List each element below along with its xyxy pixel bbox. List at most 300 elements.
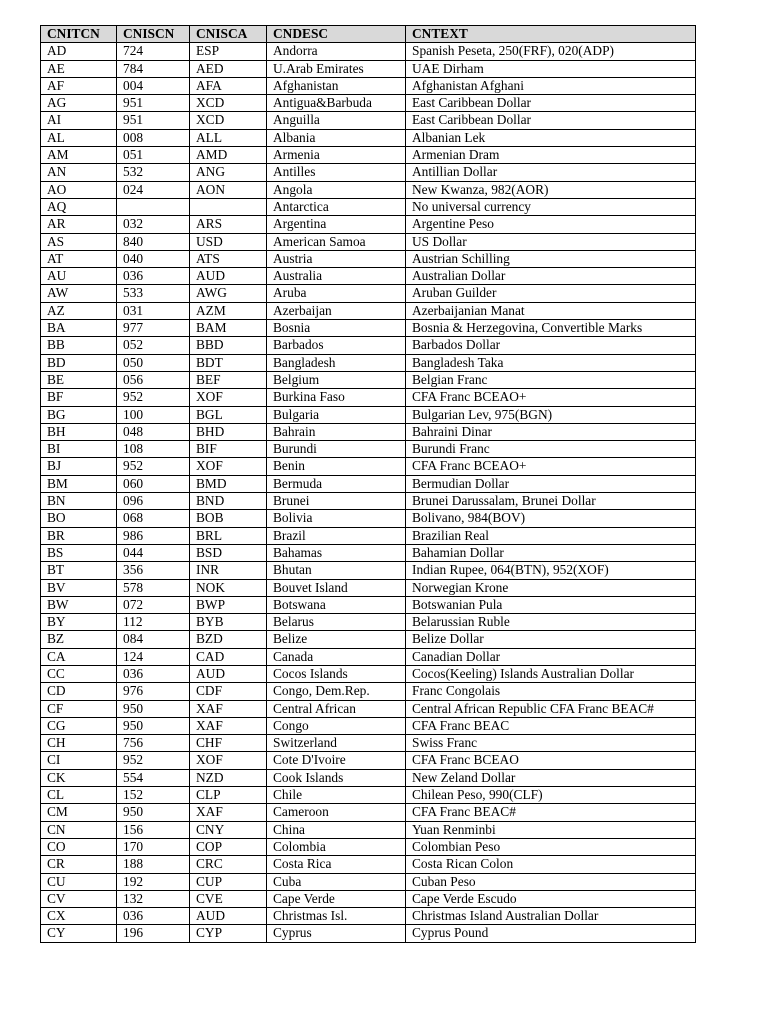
cell-cnisca: USD bbox=[190, 233, 267, 250]
cell-cniscn: 096 bbox=[117, 493, 190, 510]
cell-cndesc: Cyprus bbox=[267, 925, 406, 942]
cell-cntext: Azerbaijanian Manat bbox=[406, 302, 696, 319]
cell-cntext: Belize Dollar bbox=[406, 631, 696, 648]
cell-cnitcn: BZ bbox=[41, 631, 117, 648]
cell-cnitcn: BF bbox=[41, 389, 117, 406]
cell-cnitcn: BT bbox=[41, 562, 117, 579]
cell-cndesc: Andorra bbox=[267, 43, 406, 60]
table-row bbox=[41, 475, 696, 492]
cell-cniscn: 068 bbox=[117, 510, 190, 527]
cell-cniscn: 951 bbox=[117, 112, 190, 129]
table-row bbox=[41, 389, 696, 406]
cell-cnisca: CUP bbox=[190, 873, 267, 890]
cell-cnisca: BDT bbox=[190, 354, 267, 371]
cell-cndesc: Barbados bbox=[267, 337, 406, 354]
cell-cntext: Antillian Dollar bbox=[406, 164, 696, 181]
cell-cnisca: ESP bbox=[190, 43, 267, 60]
cell-cnisca: CDF bbox=[190, 683, 267, 700]
cell-cnisca: XCD bbox=[190, 112, 267, 129]
table-row bbox=[41, 890, 696, 907]
cell-cnitcn: BS bbox=[41, 544, 117, 561]
cell-cnisca: XOF bbox=[190, 752, 267, 769]
cell-cniscn: 031 bbox=[117, 302, 190, 319]
cell-cntext: Barbados Dollar bbox=[406, 337, 696, 354]
cell-cntext: Australian Dollar bbox=[406, 268, 696, 285]
cell-cniscn: 950 bbox=[117, 700, 190, 717]
cell-cntext: Cyprus Pound bbox=[406, 925, 696, 942]
cell-cnisca: ANG bbox=[190, 164, 267, 181]
table-row bbox=[41, 406, 696, 423]
cell-cndesc: Bolivia bbox=[267, 510, 406, 527]
cell-cntext: Bolivano, 984(BOV) bbox=[406, 510, 696, 527]
cell-cnisca: XAF bbox=[190, 717, 267, 734]
table-row bbox=[41, 216, 696, 233]
cell-cndesc: Bahrain bbox=[267, 423, 406, 440]
cell-cnitcn: AI bbox=[41, 112, 117, 129]
cell-cntext: Canadian Dollar bbox=[406, 648, 696, 665]
cell-cntext: Bulgarian Lev, 975(BGN) bbox=[406, 406, 696, 423]
cell-cniscn: 840 bbox=[117, 233, 190, 250]
cell-cnisca: AUD bbox=[190, 908, 267, 925]
cell-cntext: Afghanistan Afghani bbox=[406, 77, 696, 94]
table-row bbox=[41, 527, 696, 544]
cell-cnisca: AON bbox=[190, 181, 267, 198]
cell-cndesc: Argentina bbox=[267, 216, 406, 233]
cell-cniscn: 052 bbox=[117, 337, 190, 354]
cell-cntext: Armenian Dram bbox=[406, 147, 696, 164]
cell-cntext: Chilean Peso, 990(CLF) bbox=[406, 787, 696, 804]
table-row bbox=[41, 579, 696, 596]
cell-cndesc: Afghanistan bbox=[267, 77, 406, 94]
cell-cnisca: BAM bbox=[190, 320, 267, 337]
table-row bbox=[41, 925, 696, 942]
cell-cnitcn: BR bbox=[41, 527, 117, 544]
cell-cntext: Botswanian Pula bbox=[406, 596, 696, 613]
table-row bbox=[41, 337, 696, 354]
cell-cntext: Franc Congolais bbox=[406, 683, 696, 700]
table-row bbox=[41, 458, 696, 475]
cell-cnitcn: BH bbox=[41, 423, 117, 440]
cell-cniscn: 724 bbox=[117, 43, 190, 60]
currency-code-table bbox=[40, 25, 696, 943]
cell-cnitcn: AT bbox=[41, 250, 117, 267]
cell-cntext: East Caribbean Dollar bbox=[406, 95, 696, 112]
cell-cniscn: 192 bbox=[117, 873, 190, 890]
cell-cnisca: AZM bbox=[190, 302, 267, 319]
cell-cniscn: 112 bbox=[117, 614, 190, 631]
cell-cniscn: 756 bbox=[117, 735, 190, 752]
cell-cnitcn: CC bbox=[41, 665, 117, 682]
cell-cniscn: 170 bbox=[117, 838, 190, 855]
cell-cniscn: 100 bbox=[117, 406, 190, 423]
cell-cniscn: 951 bbox=[117, 95, 190, 112]
cell-cnisca: BYB bbox=[190, 614, 267, 631]
cell-cnisca: CNY bbox=[190, 821, 267, 838]
cell-cntext: Yuan Renminbi bbox=[406, 821, 696, 838]
cell-cntext: Swiss Franc bbox=[406, 735, 696, 752]
cell-cntext: CFA Franc BEAC bbox=[406, 717, 696, 734]
cell-cnitcn: CL bbox=[41, 787, 117, 804]
cell-cndesc: Botswana bbox=[267, 596, 406, 613]
cell-cnitcn: AO bbox=[41, 181, 117, 198]
cell-cndesc: Australia bbox=[267, 268, 406, 285]
cell-cndesc: Burkina Faso bbox=[267, 389, 406, 406]
cell-cnisca: XAF bbox=[190, 700, 267, 717]
table-row bbox=[41, 302, 696, 319]
table-row bbox=[41, 769, 696, 786]
cell-cntext: Austrian Schilling bbox=[406, 250, 696, 267]
cell-cnisca: BSD bbox=[190, 544, 267, 561]
cell-cnisca: AMD bbox=[190, 147, 267, 164]
cell-cnisca: CLP bbox=[190, 787, 267, 804]
cell-cniscn: 152 bbox=[117, 787, 190, 804]
cell-cniscn: 008 bbox=[117, 129, 190, 146]
cell-cnitcn: CI bbox=[41, 752, 117, 769]
cell-cnisca: BBD bbox=[190, 337, 267, 354]
cell-cndesc: Armenia bbox=[267, 147, 406, 164]
cell-cniscn: 952 bbox=[117, 752, 190, 769]
cell-cnisca: XOF bbox=[190, 389, 267, 406]
cell-cndesc: American Samoa bbox=[267, 233, 406, 250]
header-cniscn: CNISCN bbox=[117, 26, 190, 43]
table-row bbox=[41, 320, 696, 337]
table-row bbox=[41, 423, 696, 440]
cell-cnisca: NZD bbox=[190, 769, 267, 786]
table-row bbox=[41, 787, 696, 804]
cell-cntext: Cuban Peso bbox=[406, 873, 696, 890]
table-row bbox=[41, 596, 696, 613]
cell-cniscn: 056 bbox=[117, 371, 190, 388]
cell-cndesc: Bahamas bbox=[267, 544, 406, 561]
cell-cntext: Colombian Peso bbox=[406, 838, 696, 855]
cell-cndesc: Switzerland bbox=[267, 735, 406, 752]
table-row bbox=[41, 268, 696, 285]
cell-cndesc: Brunei bbox=[267, 493, 406, 510]
table-row bbox=[41, 112, 696, 129]
cell-cniscn: 036 bbox=[117, 665, 190, 682]
cell-cntext: Cape Verde Escudo bbox=[406, 890, 696, 907]
cell-cndesc: Cook Islands bbox=[267, 769, 406, 786]
cell-cnitcn: BY bbox=[41, 614, 117, 631]
cell-cnisca bbox=[190, 198, 267, 215]
cell-cntext: Bosnia & Herzegovina, Convertible Marks bbox=[406, 320, 696, 337]
cell-cnitcn: CX bbox=[41, 908, 117, 925]
cell-cndesc: Benin bbox=[267, 458, 406, 475]
cell-cntext: New Kwanza, 982(AOR) bbox=[406, 181, 696, 198]
cell-cniscn: 124 bbox=[117, 648, 190, 665]
table-row bbox=[41, 614, 696, 631]
table-row bbox=[41, 441, 696, 458]
cell-cndesc: Costa Rica bbox=[267, 856, 406, 873]
header-cnisca: CNISCA bbox=[190, 26, 267, 43]
table-row bbox=[41, 250, 696, 267]
table-row bbox=[41, 544, 696, 561]
table-row bbox=[41, 181, 696, 198]
cell-cndesc: Canada bbox=[267, 648, 406, 665]
cell-cndesc: China bbox=[267, 821, 406, 838]
cell-cntext: UAE Dirham bbox=[406, 60, 696, 77]
cell-cniscn: 554 bbox=[117, 769, 190, 786]
cell-cniscn: 072 bbox=[117, 596, 190, 613]
cell-cnisca: ALL bbox=[190, 129, 267, 146]
cell-cntext: US Dollar bbox=[406, 233, 696, 250]
cell-cntext: Bahamian Dollar bbox=[406, 544, 696, 561]
cell-cnitcn: BA bbox=[41, 320, 117, 337]
table-row bbox=[41, 752, 696, 769]
table-row bbox=[41, 198, 696, 215]
cell-cniscn: 108 bbox=[117, 441, 190, 458]
table-row bbox=[41, 77, 696, 94]
cell-cntext: CFA Franc BCEAO+ bbox=[406, 389, 696, 406]
cell-cndesc: Cote D'Ivoire bbox=[267, 752, 406, 769]
cell-cndesc: Bermuda bbox=[267, 475, 406, 492]
cell-cnitcn: CF bbox=[41, 700, 117, 717]
cell-cnitcn: CD bbox=[41, 683, 117, 700]
cell-cnitcn: AG bbox=[41, 95, 117, 112]
cell-cnitcn: BB bbox=[41, 337, 117, 354]
cell-cnitcn: CV bbox=[41, 890, 117, 907]
cell-cnisca: BHD bbox=[190, 423, 267, 440]
cell-cntext: Aruban Guilder bbox=[406, 285, 696, 302]
cell-cniscn: 977 bbox=[117, 320, 190, 337]
cell-cndesc: Bulgaria bbox=[267, 406, 406, 423]
cell-cnisca: AWG bbox=[190, 285, 267, 302]
cell-cnitcn: AE bbox=[41, 60, 117, 77]
cell-cnisca: XAF bbox=[190, 804, 267, 821]
cell-cniscn: 952 bbox=[117, 458, 190, 475]
cell-cnitcn: BE bbox=[41, 371, 117, 388]
cell-cntext: Bermudian Dollar bbox=[406, 475, 696, 492]
cell-cniscn: 950 bbox=[117, 717, 190, 734]
cell-cnitcn: BD bbox=[41, 354, 117, 371]
cell-cnitcn: BO bbox=[41, 510, 117, 527]
cell-cnisca: CHF bbox=[190, 735, 267, 752]
cell-cnisca: BND bbox=[190, 493, 267, 510]
cell-cndesc: Colombia bbox=[267, 838, 406, 855]
cell-cnitcn: CH bbox=[41, 735, 117, 752]
cell-cntext: No universal currency bbox=[406, 198, 696, 215]
cell-cntext: Belarussian Ruble bbox=[406, 614, 696, 631]
cell-cndesc: Cape Verde bbox=[267, 890, 406, 907]
cell-cndesc: Central African bbox=[267, 700, 406, 717]
cell-cnisca: XOF bbox=[190, 458, 267, 475]
cell-cndesc: Belarus bbox=[267, 614, 406, 631]
cell-cnitcn: AF bbox=[41, 77, 117, 94]
table-row bbox=[41, 665, 696, 682]
cell-cniscn: 024 bbox=[117, 181, 190, 198]
cell-cniscn: 048 bbox=[117, 423, 190, 440]
table-row bbox=[41, 285, 696, 302]
cell-cntext: CFA Franc BCEAO+ bbox=[406, 458, 696, 475]
cell-cnisca: AED bbox=[190, 60, 267, 77]
cell-cniscn: 044 bbox=[117, 544, 190, 561]
cell-cntext: New Zeland Dollar bbox=[406, 769, 696, 786]
table-row bbox=[41, 95, 696, 112]
table-row bbox=[41, 873, 696, 890]
cell-cndesc: Antarctica bbox=[267, 198, 406, 215]
cell-cntext: Brazilian Real bbox=[406, 527, 696, 544]
cell-cntext: Brunei Darussalam, Brunei Dollar bbox=[406, 493, 696, 510]
cell-cntext: East Caribbean Dollar bbox=[406, 112, 696, 129]
cell-cnitcn: BG bbox=[41, 406, 117, 423]
cell-cniscn: 952 bbox=[117, 389, 190, 406]
table-row bbox=[41, 700, 696, 717]
cell-cndesc: Bangladesh bbox=[267, 354, 406, 371]
cell-cniscn: 976 bbox=[117, 683, 190, 700]
cell-cnitcn: AS bbox=[41, 233, 117, 250]
cell-cniscn: 060 bbox=[117, 475, 190, 492]
cell-cndesc: Belgium bbox=[267, 371, 406, 388]
cell-cniscn: 084 bbox=[117, 631, 190, 648]
cell-cntext: CFA Franc BCEAO bbox=[406, 752, 696, 769]
table-row bbox=[41, 562, 696, 579]
cell-cnitcn: CR bbox=[41, 856, 117, 873]
cell-cniscn: 532 bbox=[117, 164, 190, 181]
cell-cnitcn: CK bbox=[41, 769, 117, 786]
cell-cnitcn: AD bbox=[41, 43, 117, 60]
cell-cnitcn: CG bbox=[41, 717, 117, 734]
cell-cniscn: 784 bbox=[117, 60, 190, 77]
cell-cnitcn: AN bbox=[41, 164, 117, 181]
cell-cntext: Christmas Island Australian Dollar bbox=[406, 908, 696, 925]
cell-cndesc: Congo, Dem.Rep. bbox=[267, 683, 406, 700]
cell-cnitcn: BJ bbox=[41, 458, 117, 475]
table-header bbox=[41, 26, 696, 43]
cell-cniscn: 986 bbox=[117, 527, 190, 544]
header-cntext: CNTEXT bbox=[406, 26, 696, 43]
header-cndesc: CNDESC bbox=[267, 26, 406, 43]
table-row bbox=[41, 804, 696, 821]
table-row bbox=[41, 233, 696, 250]
table-row bbox=[41, 493, 696, 510]
cell-cndesc: Cuba bbox=[267, 873, 406, 890]
table-row bbox=[41, 717, 696, 734]
cell-cnitcn: BV bbox=[41, 579, 117, 596]
table-row bbox=[41, 60, 696, 77]
cell-cndesc: Cocos Islands bbox=[267, 665, 406, 682]
cell-cndesc: Christmas Isl. bbox=[267, 908, 406, 925]
cell-cntext: Burundi Franc bbox=[406, 441, 696, 458]
cell-cntext: Bahraini Dinar bbox=[406, 423, 696, 440]
table-row bbox=[41, 129, 696, 146]
cell-cndesc: Cameroon bbox=[267, 804, 406, 821]
table-row bbox=[41, 735, 696, 752]
cell-cniscn: 050 bbox=[117, 354, 190, 371]
cell-cndesc: U.Arab Emirates bbox=[267, 60, 406, 77]
cell-cndesc: Bosnia bbox=[267, 320, 406, 337]
cell-cniscn: 040 bbox=[117, 250, 190, 267]
cell-cniscn: 032 bbox=[117, 216, 190, 233]
cell-cnisca: BGL bbox=[190, 406, 267, 423]
cell-cniscn: 004 bbox=[117, 77, 190, 94]
cell-cnisca: AUD bbox=[190, 665, 267, 682]
table-row bbox=[41, 838, 696, 855]
cell-cniscn: 051 bbox=[117, 147, 190, 164]
cell-cnitcn: BI bbox=[41, 441, 117, 458]
cell-cndesc: Antilles bbox=[267, 164, 406, 181]
cell-cnitcn: CY bbox=[41, 925, 117, 942]
cell-cnisca: BRL bbox=[190, 527, 267, 544]
cell-cniscn: 578 bbox=[117, 579, 190, 596]
cell-cndesc: Brazil bbox=[267, 527, 406, 544]
cell-cniscn: 188 bbox=[117, 856, 190, 873]
cell-cnitcn: AU bbox=[41, 268, 117, 285]
table-row bbox=[41, 908, 696, 925]
cell-cnitcn: BM bbox=[41, 475, 117, 492]
cell-cntext: Albanian Lek bbox=[406, 129, 696, 146]
cell-cnisca: BIF bbox=[190, 441, 267, 458]
cell-cntext: Belgian Franc bbox=[406, 371, 696, 388]
cell-cniscn bbox=[117, 198, 190, 215]
table-row bbox=[41, 371, 696, 388]
table-row bbox=[41, 164, 696, 181]
cell-cniscn: 533 bbox=[117, 285, 190, 302]
cell-cnitcn: BW bbox=[41, 596, 117, 613]
cell-cntext: Cocos(Keeling) Islands Australian Dollar bbox=[406, 665, 696, 682]
cell-cntext: Argentine Peso bbox=[406, 216, 696, 233]
cell-cndesc: Austria bbox=[267, 250, 406, 267]
cell-cntext: Norwegian Krone bbox=[406, 579, 696, 596]
cell-cndesc: Chile bbox=[267, 787, 406, 804]
table-row bbox=[41, 648, 696, 665]
cell-cnisca: CYP bbox=[190, 925, 267, 942]
cell-cnisca: BEF bbox=[190, 371, 267, 388]
cell-cniscn: 356 bbox=[117, 562, 190, 579]
table-row bbox=[41, 354, 696, 371]
cell-cnisca: BMD bbox=[190, 475, 267, 492]
cell-cnitcn: AM bbox=[41, 147, 117, 164]
cell-cndesc: Azerbaijan bbox=[267, 302, 406, 319]
cell-cnitcn: CO bbox=[41, 838, 117, 855]
cell-cnisca: CRC bbox=[190, 856, 267, 873]
cell-cndesc: Congo bbox=[267, 717, 406, 734]
cell-cniscn: 132 bbox=[117, 890, 190, 907]
cell-cnitcn: AW bbox=[41, 285, 117, 302]
cell-cndesc: Aruba bbox=[267, 285, 406, 302]
cell-cnitcn: BN bbox=[41, 493, 117, 510]
cell-cnitcn: CU bbox=[41, 873, 117, 890]
cell-cniscn: 196 bbox=[117, 925, 190, 942]
table-row bbox=[41, 510, 696, 527]
cell-cndesc: Burundi bbox=[267, 441, 406, 458]
cell-cniscn: 156 bbox=[117, 821, 190, 838]
cell-cnitcn: CN bbox=[41, 821, 117, 838]
table-row bbox=[41, 147, 696, 164]
cell-cntext: Indian Rupee, 064(BTN), 952(XOF) bbox=[406, 562, 696, 579]
cell-cnisca: CVE bbox=[190, 890, 267, 907]
cell-cndesc: Albania bbox=[267, 129, 406, 146]
cell-cndesc: Angola bbox=[267, 181, 406, 198]
cell-cnisca: CAD bbox=[190, 648, 267, 665]
table-row bbox=[41, 856, 696, 873]
cell-cnisca: AFA bbox=[190, 77, 267, 94]
cell-cniscn: 036 bbox=[117, 268, 190, 285]
cell-cnisca: INR bbox=[190, 562, 267, 579]
cell-cntext: Bangladesh Taka bbox=[406, 354, 696, 371]
cell-cntext: Spanish Peseta, 250(FRF), 020(ADP) bbox=[406, 43, 696, 60]
cell-cntext: CFA Franc BEAC# bbox=[406, 804, 696, 821]
cell-cnisca: AUD bbox=[190, 268, 267, 285]
cell-cnisca: BOB bbox=[190, 510, 267, 527]
cell-cnisca: BWP bbox=[190, 596, 267, 613]
cell-cnisca: NOK bbox=[190, 579, 267, 596]
header-row bbox=[41, 26, 696, 43]
cell-cntext: Costa Rican Colon bbox=[406, 856, 696, 873]
cell-cndesc: Belize bbox=[267, 631, 406, 648]
cell-cnitcn: AR bbox=[41, 216, 117, 233]
cell-cntext: Central African Republic CFA Franc BEAC# bbox=[406, 700, 696, 717]
cell-cniscn: 036 bbox=[117, 908, 190, 925]
